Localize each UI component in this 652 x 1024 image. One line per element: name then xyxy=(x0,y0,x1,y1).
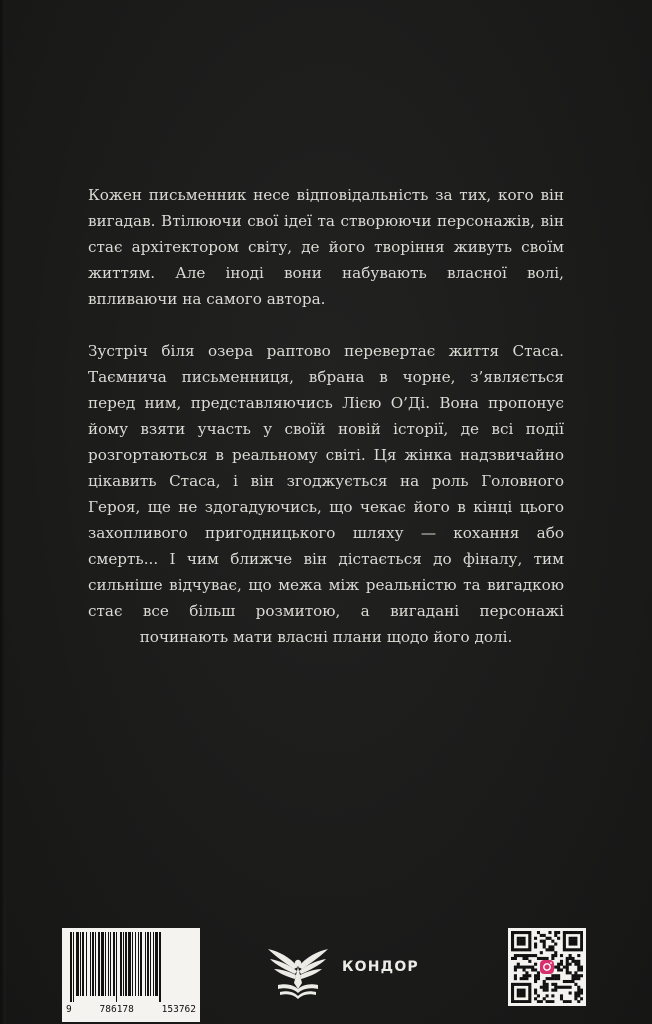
instagram-icon xyxy=(540,960,554,974)
qr-code[interactable] xyxy=(508,928,586,1006)
publisher-name: КОНДОР xyxy=(342,959,419,975)
blurb-paragraph-2: Зустріч біля озера раптово перевертає життя Стаса. Таємнича письменниця, вбрана в чорне, з’являється перед ним, представляючись Лією О’Ді. Вона пропонує йому взяти участь у своїй новій історії, де всі події розгортаються в реальному світі. Ця жінка надзвичайно цікавить Стаса, і він згоджується на роль Головного Героя, ще не здогадуючись, що чекає його в кінці цього захопливого пригодницького шляху — кохання або смерть... І чим ближче він дістається до фіналу, тим сильніше відчуває, що межа між реальністю та вигадкою стає все більш розмитою, а вигадані персонажі починають мати власні плани щодо його долі. xyxy=(88,342,564,646)
barcode-left-digits: 786178 xyxy=(99,1004,134,1015)
barcode-number xyxy=(66,1004,196,1020)
publisher-logo xyxy=(264,937,428,1001)
isbn-barcode xyxy=(62,928,200,1022)
barcode-lead-digit: 9 xyxy=(66,1004,72,1015)
barcode-right-digits: 153762 xyxy=(161,1004,196,1015)
bird-book-logo-icon xyxy=(264,937,332,1001)
blurb-paragraph-1: Кожен письменник несе відповідальність за тих, кого він вигадав. Втілюючи свої ідеї та створюючи персонажів, він стає архітектором світу, де його творіння живуть своїм життям. Але іноді вони набувають власної волі, впливаючи на самого автора. xyxy=(88,186,564,308)
barcode-bars xyxy=(70,932,192,1002)
spine-edge xyxy=(0,0,6,1024)
qr-code-icon xyxy=(511,931,583,1003)
blurb-text xyxy=(88,182,564,650)
